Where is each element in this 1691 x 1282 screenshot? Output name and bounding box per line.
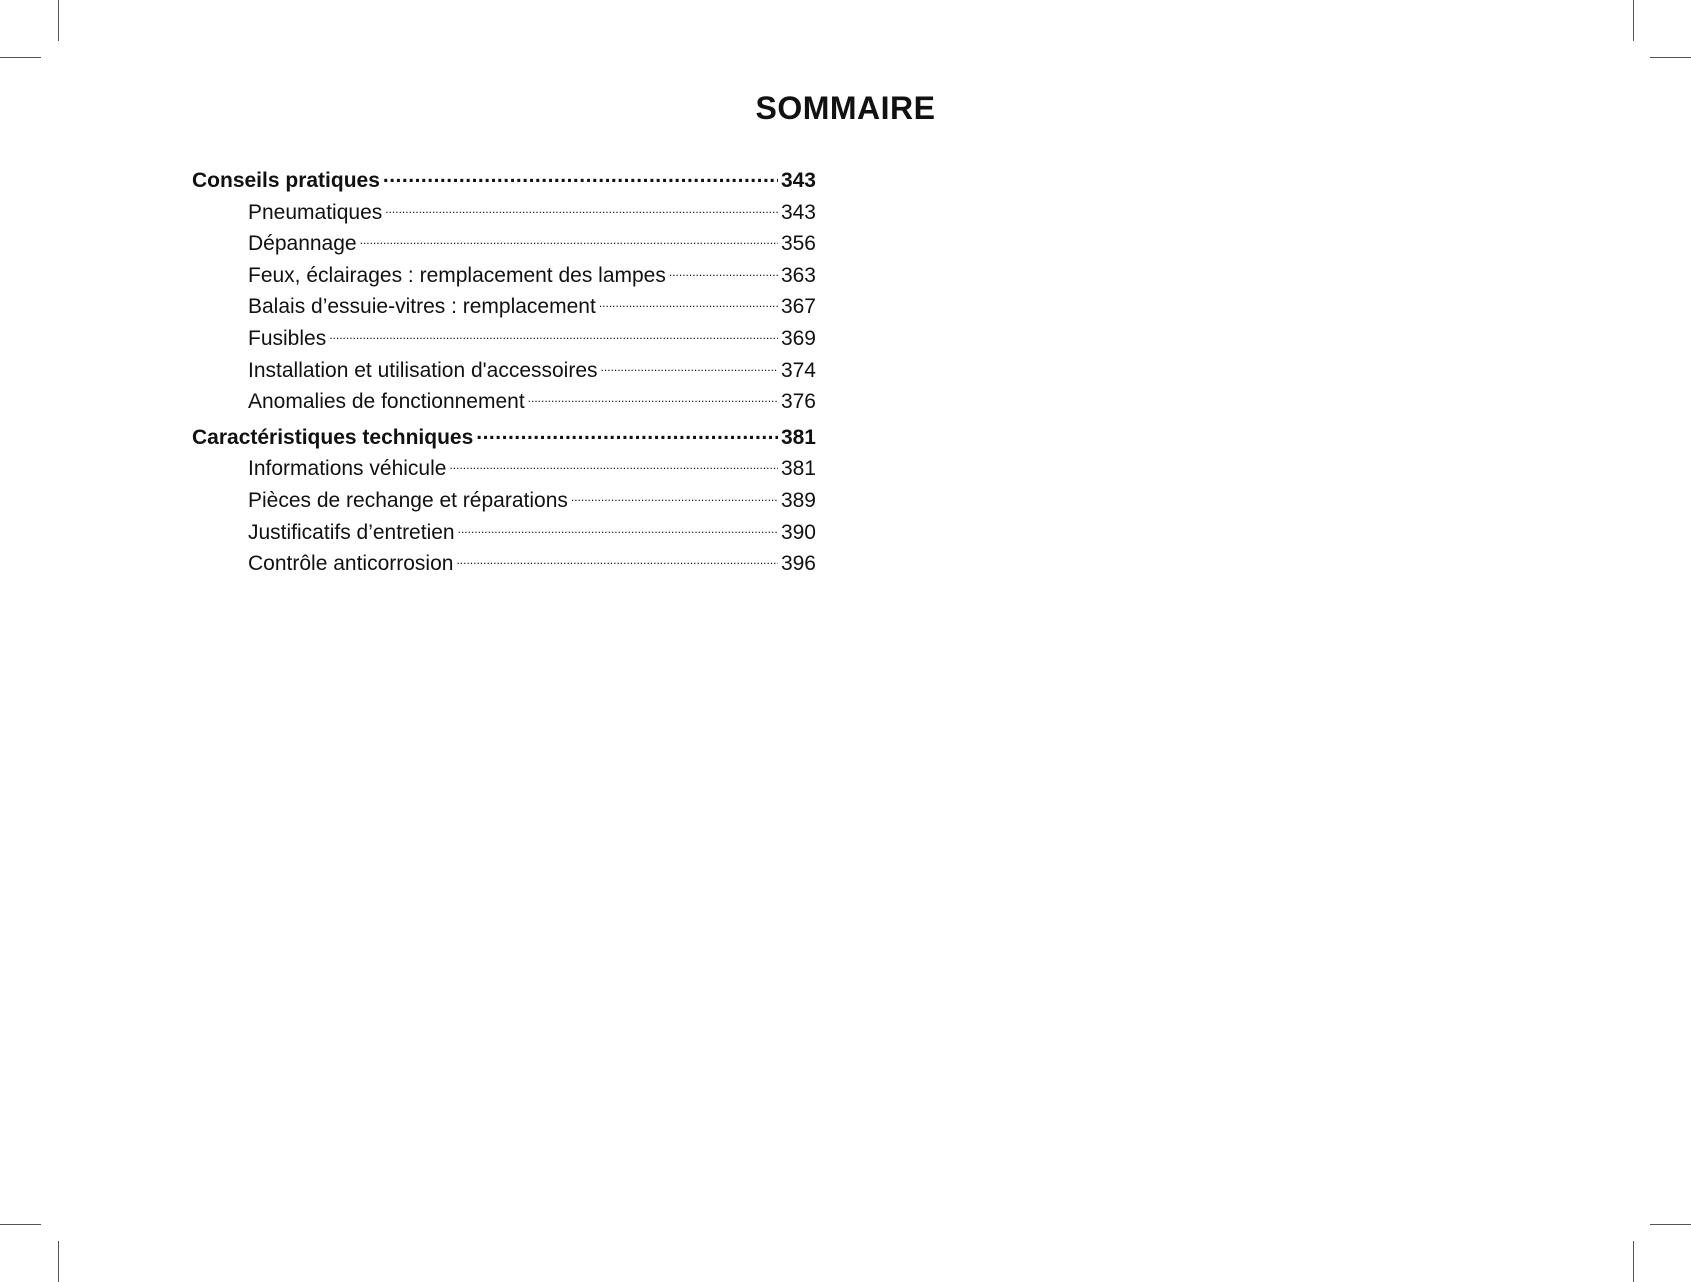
toc-page-number: 343 <box>780 200 816 224</box>
toc-section-conseils-pratiques[interactable] <box>192 165 816 197</box>
toc-entry-label: Anomalies de fonctionnement <box>248 390 525 414</box>
crop-mark-top-right-vertical <box>1633 0 1634 41</box>
crop-mark-top-right-horizontal <box>1650 57 1691 58</box>
toc-entry-label: Pneumatiques <box>248 200 383 224</box>
dot-leader <box>601 356 778 377</box>
toc-entry-balais-essuie-vitres[interactable] <box>192 291 816 323</box>
toc-entry-depannage[interactable] <box>192 228 816 260</box>
crop-mark-bottom-right-horizontal <box>1650 1224 1691 1225</box>
toc-entry-label: Dépannage <box>248 232 357 256</box>
toc-page-number: 374 <box>780 358 816 382</box>
toc-page-number: 381 <box>780 425 816 449</box>
toc-entry-installation-accessoires[interactable] <box>192 355 816 387</box>
crop-mark-bottom-left-vertical <box>58 1241 59 1282</box>
toc-entry-pneumatiques[interactable] <box>192 197 816 229</box>
toc-page-number: 389 <box>780 488 816 512</box>
crop-mark-bottom-left-horizontal <box>0 1224 41 1225</box>
crop-mark-bottom-right-vertical <box>1633 1241 1634 1282</box>
toc-page-number: 369 <box>780 326 816 350</box>
toc-entry-feux-eclairages[interactable] <box>192 260 816 292</box>
toc-entry-justificatifs-entretien[interactable] <box>192 517 816 549</box>
toc-page-number: 390 <box>780 520 816 544</box>
toc-entry-informations-vehicule[interactable] <box>192 453 816 485</box>
toc-page-number: 381 <box>780 457 816 481</box>
dot-leader <box>458 518 778 539</box>
toc-entry-label: Installation et utilisation d'accessoires <box>248 358 598 382</box>
dot-leader <box>571 486 778 507</box>
toc-entry-pieces-rechange[interactable] <box>192 485 816 517</box>
toc-entry-fusibles[interactable] <box>192 323 816 355</box>
toc-entry-controle-anticorrosion[interactable] <box>192 548 816 580</box>
dot-leader <box>383 166 778 187</box>
toc-page-number: 356 <box>780 232 816 256</box>
dot-leader <box>599 292 778 313</box>
toc-page-number: 376 <box>780 390 816 414</box>
toc-page-number: 396 <box>780 552 816 576</box>
toc-entry-label: Fusibles <box>248 326 327 350</box>
toc-section-label: Conseils pratiques <box>192 169 380 192</box>
crop-mark-top-left-vertical <box>58 0 59 41</box>
dot-leader <box>385 198 778 219</box>
dot-leader <box>360 229 778 250</box>
toc-entry-label: Justificatifs d’entretien <box>248 520 455 544</box>
dot-leader <box>528 387 778 408</box>
toc-entry-label: Feux, éclairages : remplacement des lampes <box>248 263 666 287</box>
toc-section-label: Caractéristiques techniques <box>192 425 474 449</box>
page-title: SOMMAIRE <box>755 90 936 126</box>
toc-entry-label: Pièces de rechange et réparations <box>248 488 568 512</box>
toc-entry-label: Contrôle anticorrosion <box>248 552 454 576</box>
crop-mark-top-left-horizontal <box>0 57 41 58</box>
toc-section-caracteristiques-techniques[interactable] <box>192 422 816 454</box>
toc-page-number: 363 <box>780 263 816 287</box>
toc-page-number: 343 <box>780 169 816 192</box>
dot-leader <box>456 549 778 570</box>
dot-leader <box>669 261 778 282</box>
toc-entry-label: Balais d’essuie-vitres : remplacement <box>248 295 596 319</box>
dot-leader <box>476 423 778 444</box>
dot-leader <box>329 324 778 345</box>
toc-page-number: 367 <box>780 295 816 319</box>
toc-entry-label: Informations véhicule <box>248 457 447 481</box>
table-of-contents <box>192 165 816 580</box>
toc-entry-anomalies-fonctionnement[interactable] <box>192 386 816 418</box>
dot-leader <box>449 454 778 475</box>
